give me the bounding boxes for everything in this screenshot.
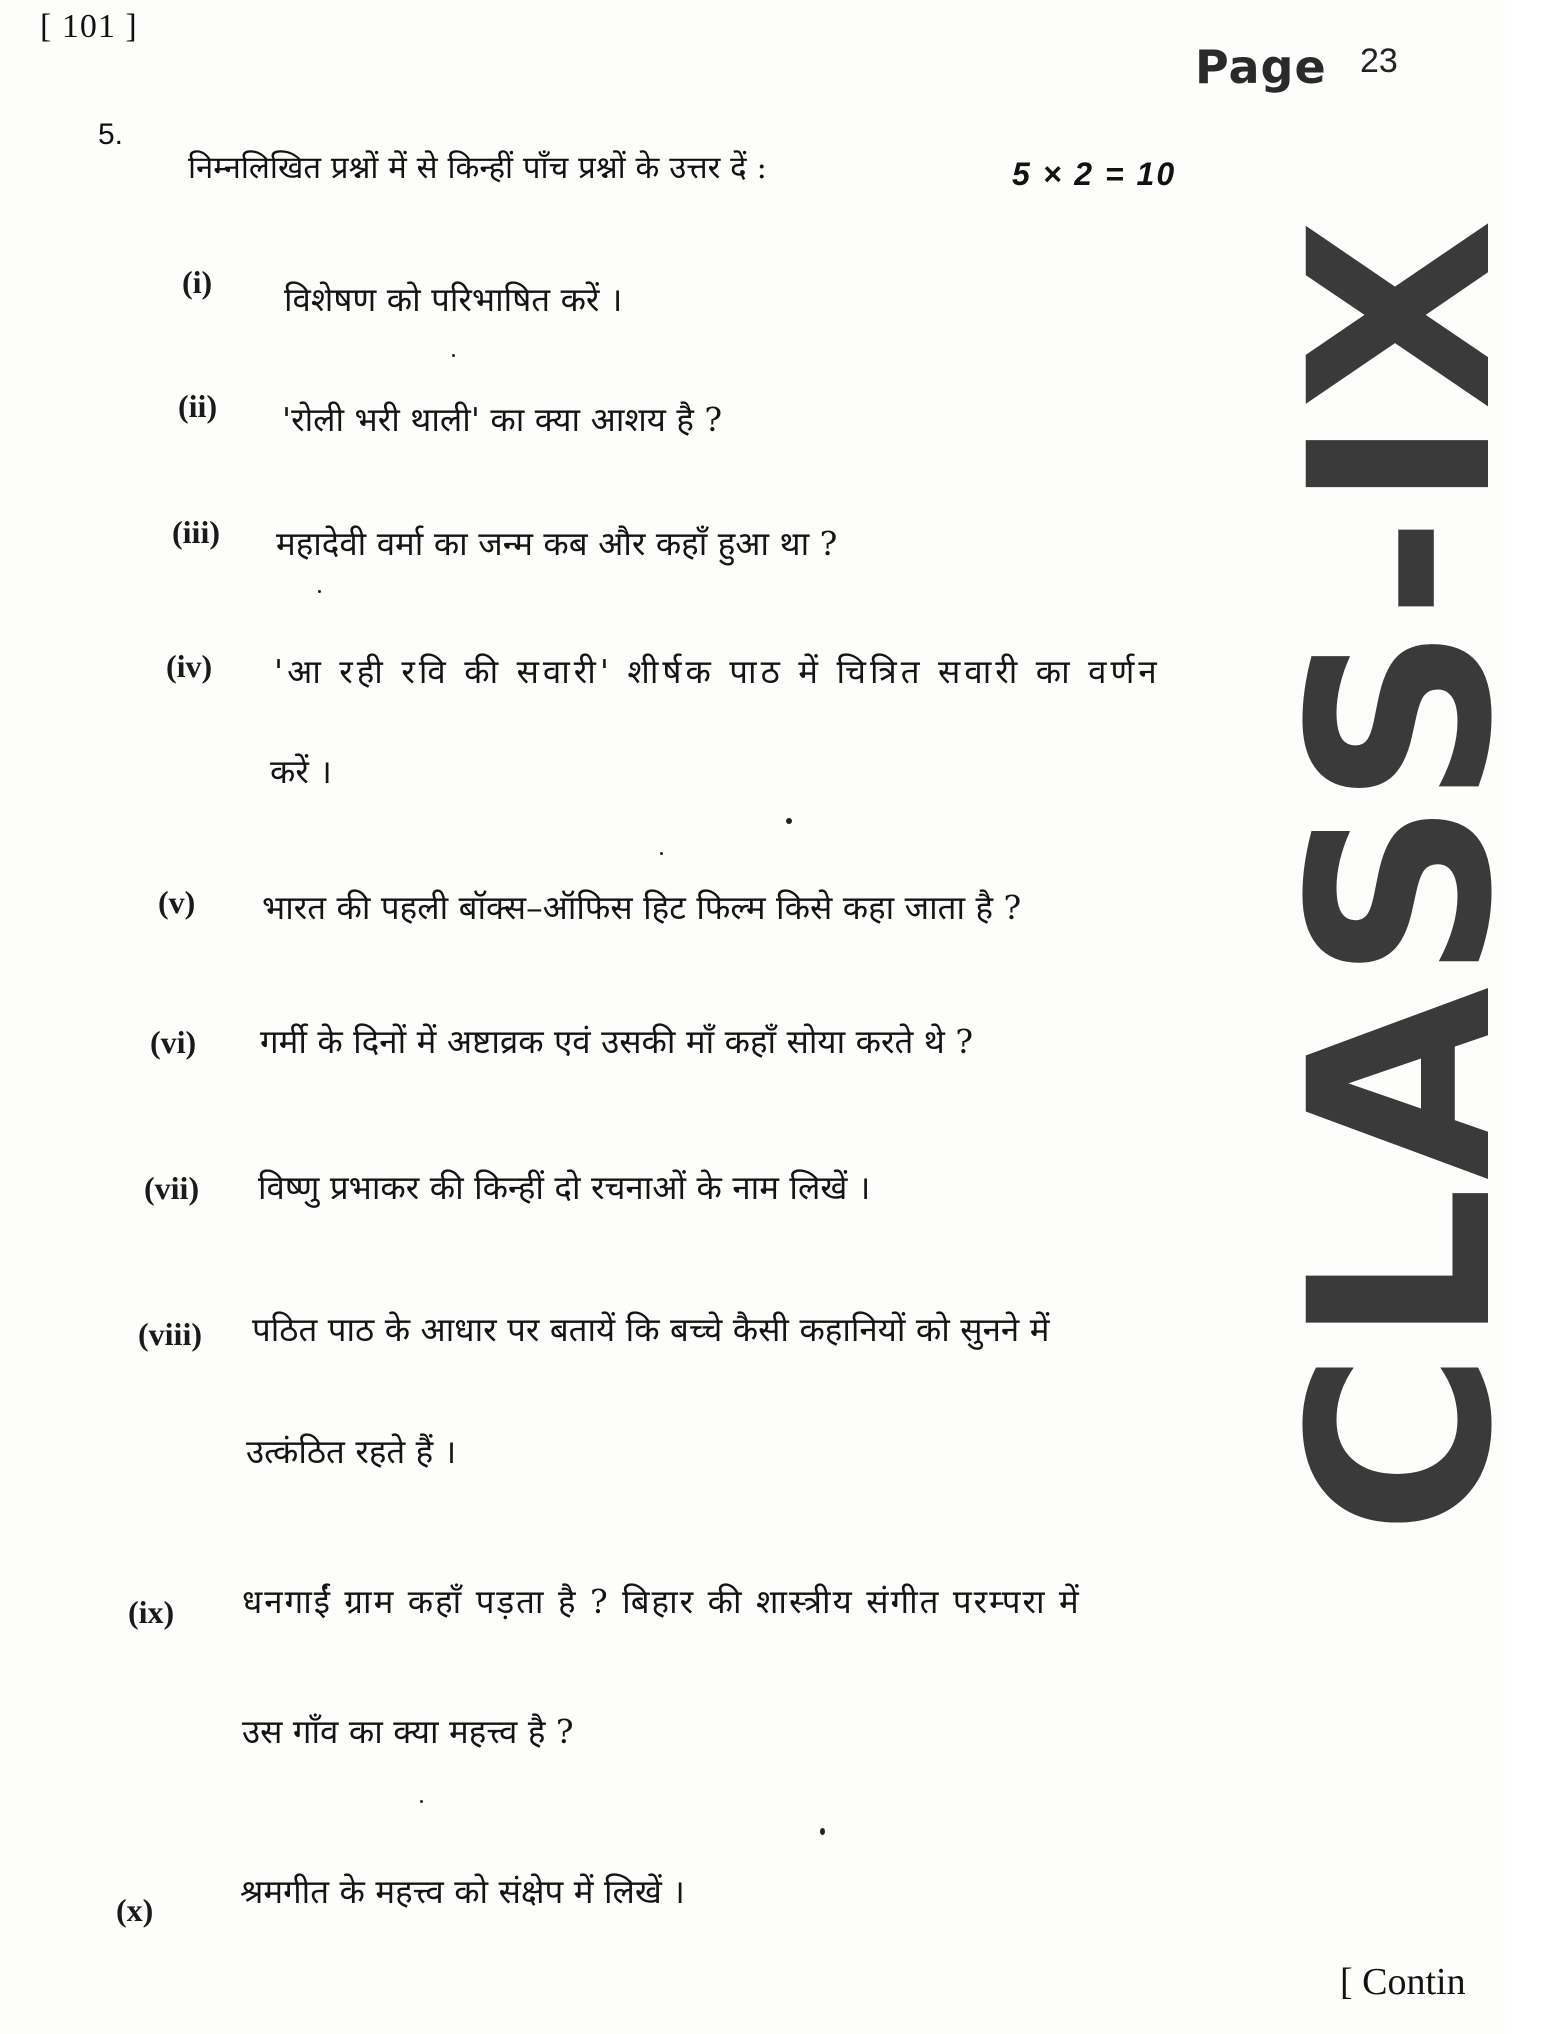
item-number: (i) [182,264,213,300]
question-marks: 5 × 2 = 10 [1012,156,1177,192]
scan-speck [318,590,321,593]
question-number: 5. [98,118,124,151]
page-label: Page [1195,40,1327,94]
item-text: विशेषण को परिभाषित करें । [284,280,623,319]
scan-speck [786,818,792,824]
item-number: (viii) [138,1316,202,1352]
item-text: महादेवी वर्मा का जन्म कब और कहाँ हुआ था ? [276,524,838,563]
item-number: (vi) [150,1024,197,1060]
item-number: (iv) [166,648,213,684]
item-text: गर्मी के दिनों में अष्टाव्रक एवं उसकी माँ कहाँ सोया करते थे ? [260,1022,974,1061]
question-instruction: निम्नलिखित प्रश्नों में से किन्हीं पाँच प्रश्नों के उत्तर दें : [188,150,767,186]
item-number: (v) [158,884,196,920]
class-watermark [1256,212,1547,1535]
page-number: 23 [1360,42,1398,80]
item-number: (iii) [172,514,220,550]
item-number: (ii) [178,388,218,424]
item-text: धनगाईं ग्राम कहाँ पड़ता है ? बिहार की शास्त्रीय संगीत परम्परा में [242,1582,1081,1621]
item-text-continued: करें । [270,752,332,791]
item-text: 'आ रही रवि की सवारी' शीर्षक पाठ में चित्रित सवारी का वर्णन [274,652,1161,691]
item-text-continued: उत्कंठित रहते हैं । [246,1432,457,1471]
watermark-text: CLASS-IX [1256,212,1547,1535]
paper-code: [ 101 ] [40,8,138,45]
item-number: (ix) [128,1594,175,1630]
scan-speck [420,1800,423,1803]
item-text: पठित पाठ के आधार पर बतायें कि बच्चे कैसी कहानियों को सुनने में [252,1310,1050,1349]
item-text-continued: उस गाँव का क्या महत्त्व है ? [242,1712,574,1751]
scan-speck [660,852,663,855]
item-number: (x) [116,1892,154,1928]
scan-speck [452,354,455,357]
item-text: 'रोली भरी थाली' का क्या आशय है ? [282,400,723,439]
item-text: विष्णु प्रभाकर की किन्हीं दो रचनाओं के नाम लिखें । [258,1168,871,1207]
item-text: श्रमगीत के महत्त्व को संक्षेप में लिखें । [240,1872,685,1911]
item-number: (vii) [144,1170,200,1206]
continued-label: [ Contin [1340,1961,1466,2003]
scan-speck [820,1828,825,1835]
item-text: भारत की पहली बॉक्स–ऑफिस हिट फिल्म किसे कहा जाता है ? [262,888,1022,927]
